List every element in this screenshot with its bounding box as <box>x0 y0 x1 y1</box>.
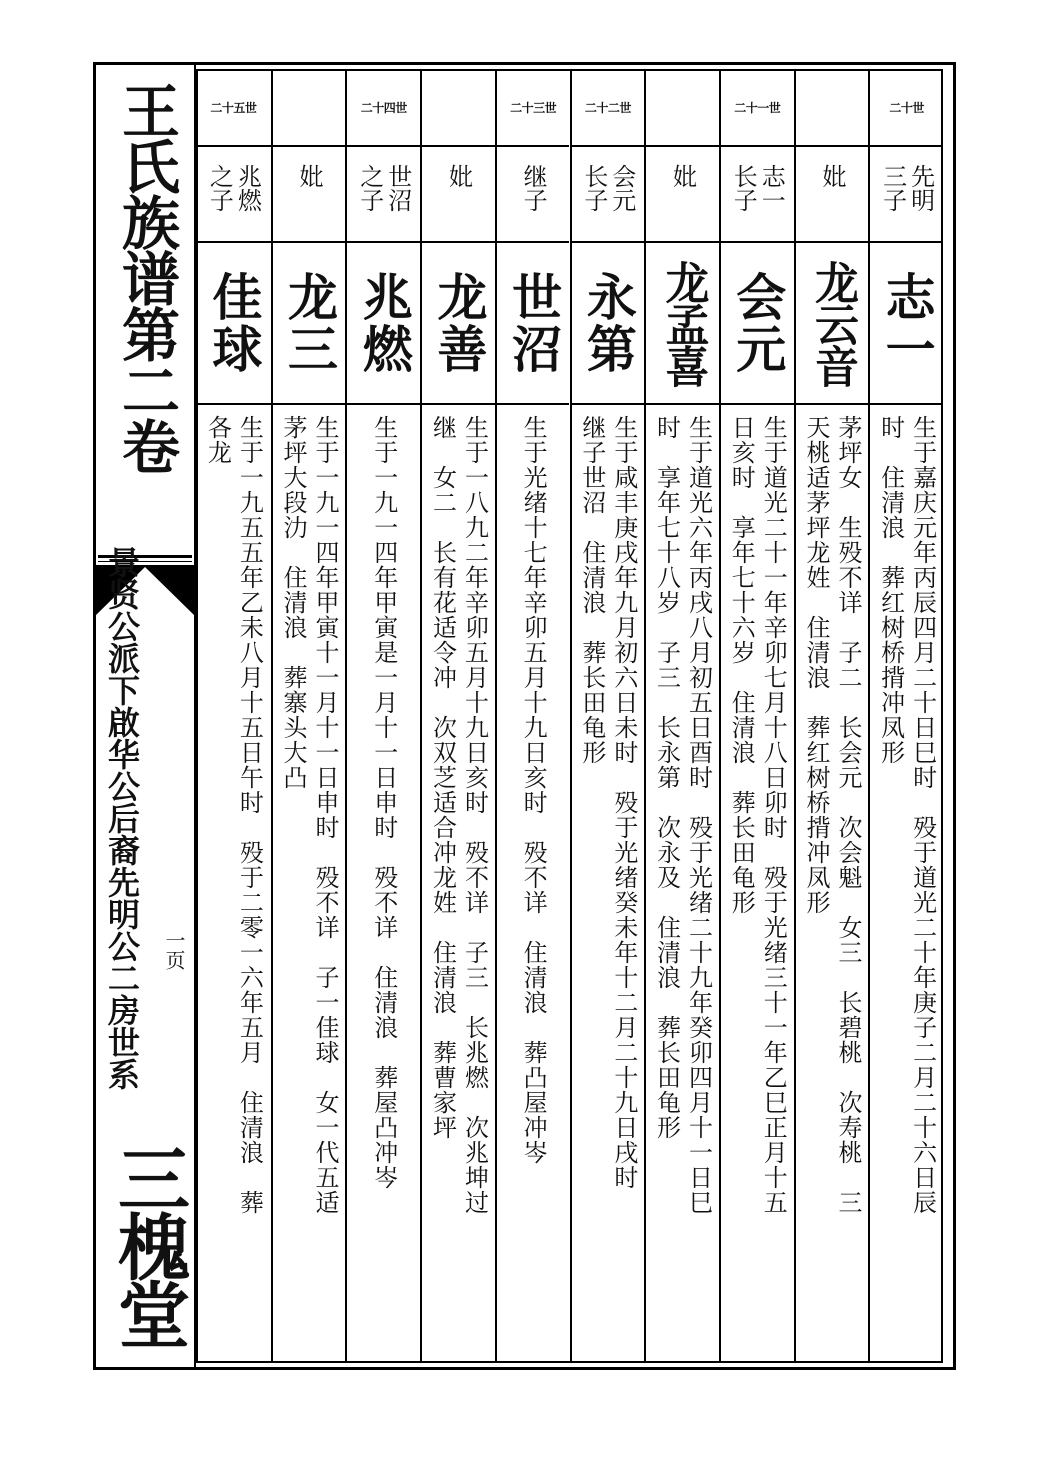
relation-label: 世沼 之子 <box>355 164 412 212</box>
relation-label: 妣 <box>295 164 324 188</box>
person-column <box>495 69 570 1363</box>
volume-title: 王氏族谱第二卷 <box>112 81 180 473</box>
person-column <box>644 69 719 1363</box>
relation-label: 妣 <box>668 164 697 188</box>
person-name: 会元 <box>728 271 788 375</box>
person-biography: 生于一九五五年乙未八月十五日午时 殁于二零一六年五月 住清浪 葬 各龙 <box>203 415 264 1215</box>
person-biography: 生于一八九二年辛卯五月十九日亥时 殁不详 子三 长兆燃 次兆坤过 继 女二 长有花适令冲 次双芝适合冲龙姓 住清浪 葬曹家坪 <box>428 415 489 1215</box>
page-number: 一页 <box>162 930 186 970</box>
person-column <box>570 69 645 1363</box>
person-name: 佳球 <box>204 271 264 375</box>
generation-label: 二十三世 <box>510 100 557 115</box>
person-biography: 生于光绪十七年辛卯五月十九日亥时 殁不详 住清浪 葬凸屋冲岑 <box>519 415 548 1165</box>
relation-label: 志一 长子 <box>729 164 786 212</box>
person-biography: 茅坪女 生殁不详 子二 长会元 次会魁 女三 长碧桃 次寿桃 三 天桃适茅坪龙姓 住清浪 葬红树桥揹冲凤形 <box>801 415 862 1215</box>
relation-label: 妣 <box>817 164 846 188</box>
person-biography: 生于咸丰庚戌年九月初六日未时 殁于光绪癸未年十二月二十九日戌时 继子世沼 住清浪 葬长田龟形 <box>577 415 638 1190</box>
generation-label: 二十四世 <box>360 100 407 115</box>
relation-label: 先明 三子 <box>878 164 935 212</box>
relation-label: 会元 长子 <box>579 164 636 212</box>
relation-label: 兆燃 之子 <box>205 164 262 212</box>
generation-label: 二十二世 <box>584 100 631 115</box>
person-column <box>420 69 495 1363</box>
person-column <box>345 69 420 1363</box>
lineage-series-title: 景贤公派下啟华公后裔先明公二房世系 <box>103 546 141 1090</box>
person-name: 志一 <box>877 271 937 375</box>
person-column <box>196 69 271 1363</box>
person-column <box>719 69 794 1363</box>
generation-label: 二十世 <box>889 100 924 115</box>
person-name: 兆燃 <box>354 271 414 375</box>
relation-label: 妣 <box>444 164 473 188</box>
person-name: 世沼 <box>504 271 564 375</box>
person-name: 龙善 <box>429 271 489 375</box>
generation-label: 二十一世 <box>734 100 781 115</box>
person-name: 龙云音 <box>806 260 858 386</box>
person-column <box>271 69 346 1363</box>
person-name: 龙三 <box>280 271 340 375</box>
person-column <box>868 69 943 1363</box>
person-biography: 生于嘉庆元年丙辰四月二十日巳时 殁于道光二十年庚子二月二十六日辰 时 住清浪 葬红树桥揹冲凤形 <box>876 415 937 1215</box>
person-biography: 生于一九一四年甲寅十一月十一日申时 殁不详 子一佳球 女一代五适 茅坪大段氻 住清浪 葬寨头大凸 <box>279 415 340 1215</box>
person-biography: 生于道光二十一年辛卯七月十八日卯时 殁于光绪三十一年乙巳正月十五 日亥时 享年七十六岁 住清浪 葬长田龟形 <box>727 415 788 1215</box>
person-name: 永第 <box>578 271 638 375</box>
relation-label: 继子 <box>519 164 548 212</box>
person-name: 龙孟喜 <box>657 260 709 386</box>
hall-name: 三槐堂 <box>106 1142 191 1346</box>
person-biography: 生于一九一四年甲寅是一月十一日申时 殁不详 住清浪 葬屋凸冲岑 <box>369 415 398 1190</box>
generation-label: 二十五世 <box>210 100 257 115</box>
person-column <box>794 69 869 1363</box>
genealogy-table <box>196 69 943 1363</box>
person-biography: 生于道光六年丙戌八月初五日酉时 殁于光绪二十九年癸卯四月十一日巳 时 享年七十八岁 子三 长永第 次永及 住清浪 葬长田龟形 <box>652 415 713 1215</box>
